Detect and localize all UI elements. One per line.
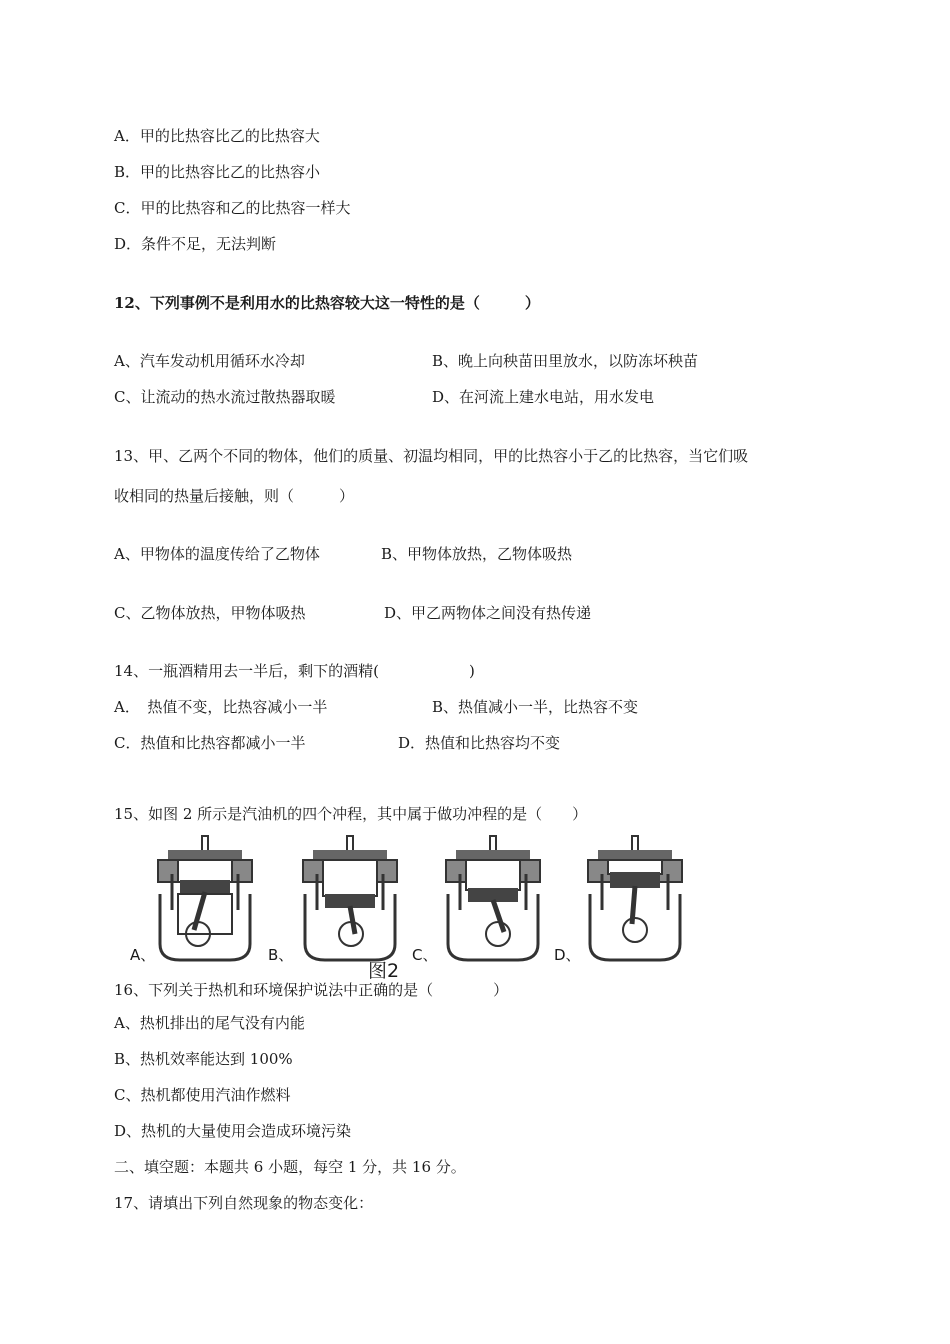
q11-option-a: A．甲的比热容比乙的比热容大	[114, 127, 320, 145]
q12-option-d: D、在河流上建水电站，用水发电	[432, 388, 655, 406]
q16-option-b: B、热机效率能达到 100%	[114, 1050, 293, 1068]
q11-option-d: D．条件不足，无法判断	[114, 235, 277, 253]
q14-option-d: D．热值和比热容均不变	[398, 734, 561, 752]
q16-option-c: C、热机都使用汽油作燃料	[114, 1086, 291, 1104]
section-2-heading: 二、填空题：本题共 6 小题，每空 1 分，共 16 分。	[114, 1158, 466, 1176]
q11-option-b: B．甲的比热容比乙的比热容小	[114, 163, 321, 181]
q16-option-d: D、热机的大量使用会造成环境污染	[114, 1122, 352, 1140]
q13-option-d: D、甲乙两物体之间没有热传递	[384, 604, 592, 622]
engine-label-a: A、	[130, 946, 156, 964]
q12-option-c: C、让流动的热水流过散热器取暖	[114, 388, 336, 406]
q12-option-a: A、汽车发动机用循环水冷却	[114, 352, 305, 370]
engine-strokes-figure	[110, 834, 690, 982]
figure-caption: 图2	[368, 960, 400, 982]
q11-option-c: C．甲的比热容和乙的比热容一样大	[114, 199, 351, 217]
engine-label-c: C、	[412, 946, 438, 964]
q16-option-a: A、热机排出的尾气没有内能	[114, 1014, 305, 1032]
q13-stem-line2: 收相同的热量后接触，则（ ）	[114, 487, 355, 505]
q13-stem-line1: 13、甲、乙两个不同的物体，他们的质量、初温均相同，甲的比热容小于乙的比热容，当它们吸	[114, 447, 749, 465]
q13-option-b: B、甲物体放热，乙物体吸热	[381, 545, 573, 563]
q14-option-a: A． 热值不变，比热容减小一半	[114, 698, 328, 716]
engine-label-d: D、	[554, 946, 581, 964]
q16-stem: 16、下列关于热机和环境保护说法中正确的是（ ）	[114, 981, 509, 999]
q15-stem: 15、如图 2 所示是汽油机的四个冲程，其中属于做功冲程的是（ ）	[114, 805, 588, 823]
q12-stem: 12、下列事例不是利用水的比热容较大这一特性的是（ ）	[114, 294, 540, 312]
q17-stem: 17、请填出下列自然现象的物态变化：	[114, 1194, 374, 1212]
engine-diagram-d	[580, 834, 690, 962]
q14-stem: 14、一瓶酒精用去一半后，剩下的酒精( )	[114, 662, 475, 680]
q13-option-c: C、乙物体放热，甲物体吸热	[114, 604, 306, 622]
q13-option-a: A、甲物体的温度传给了乙物体	[114, 545, 320, 563]
q12-option-b: B、晚上向秧苗田里放水，以防冻坏秧苗	[432, 352, 699, 370]
engine-diagram-a	[150, 834, 260, 962]
engine-diagram-c	[438, 834, 548, 962]
engine-label-b: B、	[268, 946, 294, 964]
q14-option-c: C．热值和比热容都减小一半	[114, 734, 306, 752]
engine-diagram-b	[295, 834, 405, 962]
q14-option-b: B、热值减小一半，比热容不变	[432, 698, 639, 716]
